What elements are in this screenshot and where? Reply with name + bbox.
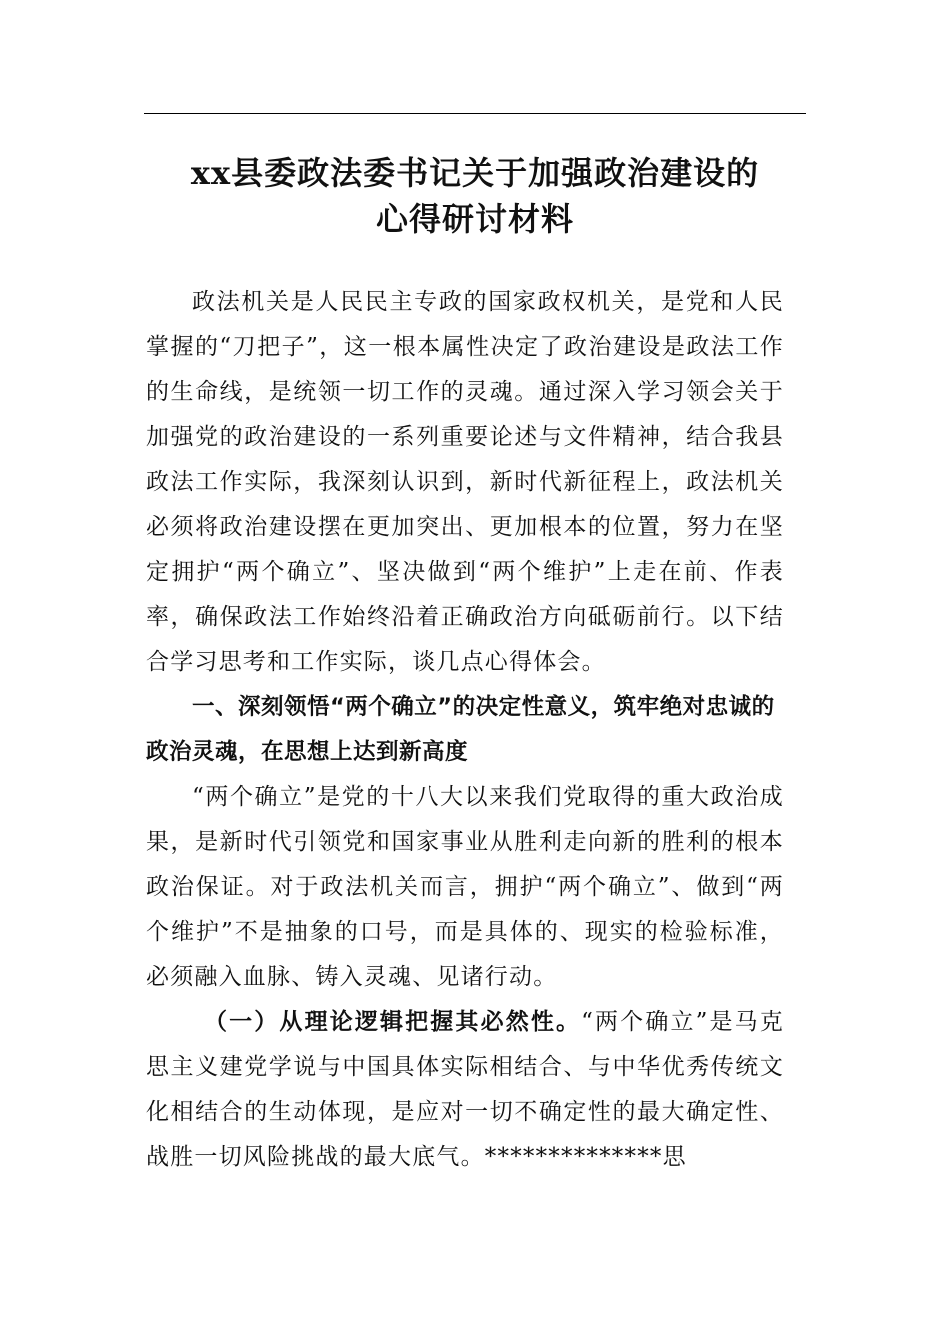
subsection-1-paragraph	[146, 1000, 784, 1180]
document-body	[146, 280, 784, 1180]
title-line-2: 心得研讨材料	[375, 200, 574, 238]
title-line-1: xx县委政法委书记关于加强政治建设的	[190, 154, 760, 192]
top-rule	[144, 113, 806, 114]
subsection-1-heading: （一）从理论逻辑把握其必然性。	[204, 1009, 582, 1035]
subsection-1-text: “两个确立”是马克思主义建党学说与中国具体实际相结合、与中华优秀传统文化相结合的生动体现，是应对一切不确定性的最大确定性、战胜一切风险挑战的最大底气。**************思	[146, 1009, 784, 1170]
intro-paragraph: 政法机关是人民民主专政的国家政权机关，是党和人民掌握的“刀把子”，这一根本属性决定了政治建设是政法工作的生命线，是统领一切工作的灵魂。通过深入学习领会关于加强党的政治建设的一系列重要论述与文件精神，结合我县政法工作实际，我深刻认识到，新时代新征程上，政法机关必须将政治建设摆在更加突出、更加根本的位置，努力在坚定拥护“两个确立”、坚决做到“两个维护”上走在前、作表率，确保政法工作始终沿着正确政治方向砥砺前行。以下结合学习思考和工作实际，谈几点心得体会。	[146, 289, 784, 675]
section-1-heading: 一、深刻领悟“两个确立”的决定性意义，筑牢绝对忠诚的政治灵魂，在思想上达到新高度	[146, 694, 775, 765]
section-1-paragraph: “两个确立”是党的十八大以来我们党取得的重大政治成果，是新时代引领党和国家事业从胜利走向新的胜利的根本政治保证。对于政法机关而言，拥护“两个确立”、做到“两个维护”不是抽象的口号，而是具体的、现实的检验标准，必须融入血脉、铸入灵魂、见诸行动。	[146, 784, 784, 990]
document-title	[144, 150, 806, 242]
